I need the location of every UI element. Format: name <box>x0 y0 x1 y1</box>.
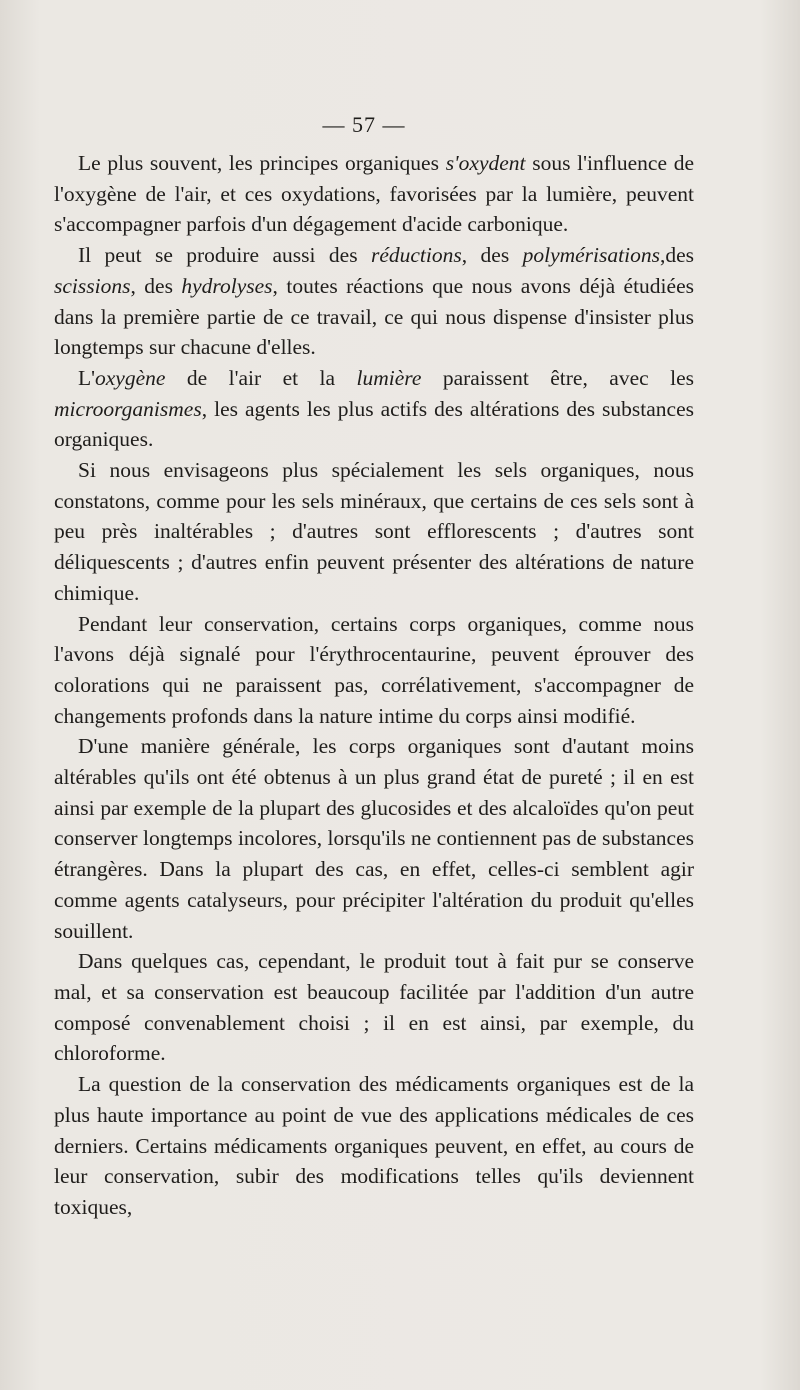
text-run: de l'air et la <box>165 365 357 390</box>
text-run: Si nous envisageons plus spécialement les sels organiques, nous constatons, comme pour les sels minéraux, que certains de ces sels sont à peu près inaltérables ; d'autres sont efflorescents ; d'autres sont déliquescents ; d'autres enfin peuvent présenter des altérations de nature chimique. <box>54 458 694 605</box>
italic-term: s'oxydent <box>445 151 526 175</box>
text-run: paraissent être, avec les <box>421 365 694 390</box>
text-run: Le plus souvent, les principes organiques <box>78 151 446 175</box>
paragraph <box>54 1069 694 1223</box>
paragraph <box>54 731 694 946</box>
italic-term: oxygène <box>95 365 166 390</box>
text-run: , des <box>461 243 523 268</box>
text-run: sous l'influence de l'oxygène de l'air, et ces oxydations, favorisées par la lumière, peuvent s'accompagner parfois d'un dégagement d'acide carbonique. <box>54 151 695 237</box>
text-run: , des <box>130 273 182 298</box>
paragraph <box>54 455 694 609</box>
text-run: L' <box>78 365 96 390</box>
body-text <box>54 148 694 1223</box>
text-run: D'une manière générale, les corps organiques sont d'autant moins altérables qu'ils ont été obtenus à un plus grand état de pureté ; il en est ainsi par exemple de la plupart des glucosides et des alcaloïdes qu'on peut conserver longtemps incolores, lorsqu'ils ne contiennent pas de substances étrangères. Dans la plupart des cas, en effet, celles-ci semblent agir comme agents catalyseurs, pour précipiter l'altération du produit qu'elles souillent. <box>54 734 694 943</box>
paragraph <box>54 609 694 732</box>
italic-term: scissions <box>54 273 131 298</box>
italic-term: lumière <box>356 365 422 390</box>
paragraph <box>54 240 694 363</box>
text-run: , les agents les plus actifs des altérations des substances organiques. <box>54 396 694 452</box>
page-number: — 57 — <box>322 112 406 137</box>
paragraph <box>54 148 694 240</box>
italic-term: polymérisations <box>522 243 660 268</box>
text-run: , toutes réactions que nous avons déjà étudiées dans la première partie de ce travail, ce qui nous dispense d'insister plus longtemps sur chacune d'elles. <box>54 273 694 360</box>
italic-term: microorganismes <box>54 396 202 421</box>
italic-term: hydrolyses <box>181 273 273 298</box>
text-run: Pendant leur conservation, certains corps organiques, comme nous l'avons déjà signalé pour l'érythrocentaurine, peuvent éprouver des colorations qui ne paraissent pas, corrélativement, s'accompagner de changements profonds dans la nature intime du corps ainsi modifié. <box>54 611 694 728</box>
paragraph <box>54 363 694 455</box>
paragraph <box>54 946 694 1069</box>
text-run: La question de la conservation des médicaments organiques est de la plus haute importance au point de vue des applications médicales de ces derniers. Certains médicaments organiques peuvent, en effet, au cours de leur conservation, subir des modifications telles qu'ils deviennent toxiques, <box>54 1072 694 1219</box>
text-run: ,des <box>659 243 694 268</box>
text-run: Il peut se produire aussi des <box>78 243 371 268</box>
italic-term: réductions <box>370 243 462 268</box>
text-run: Dans quelques cas, cependant, le produit tout à fait pur se conserve mal, et sa conservation est beaucoup facilitée par l'addition d'un autre composé convenablement choisi ; il en est ainsi, par exemple, du chloroforme. <box>54 949 694 1066</box>
